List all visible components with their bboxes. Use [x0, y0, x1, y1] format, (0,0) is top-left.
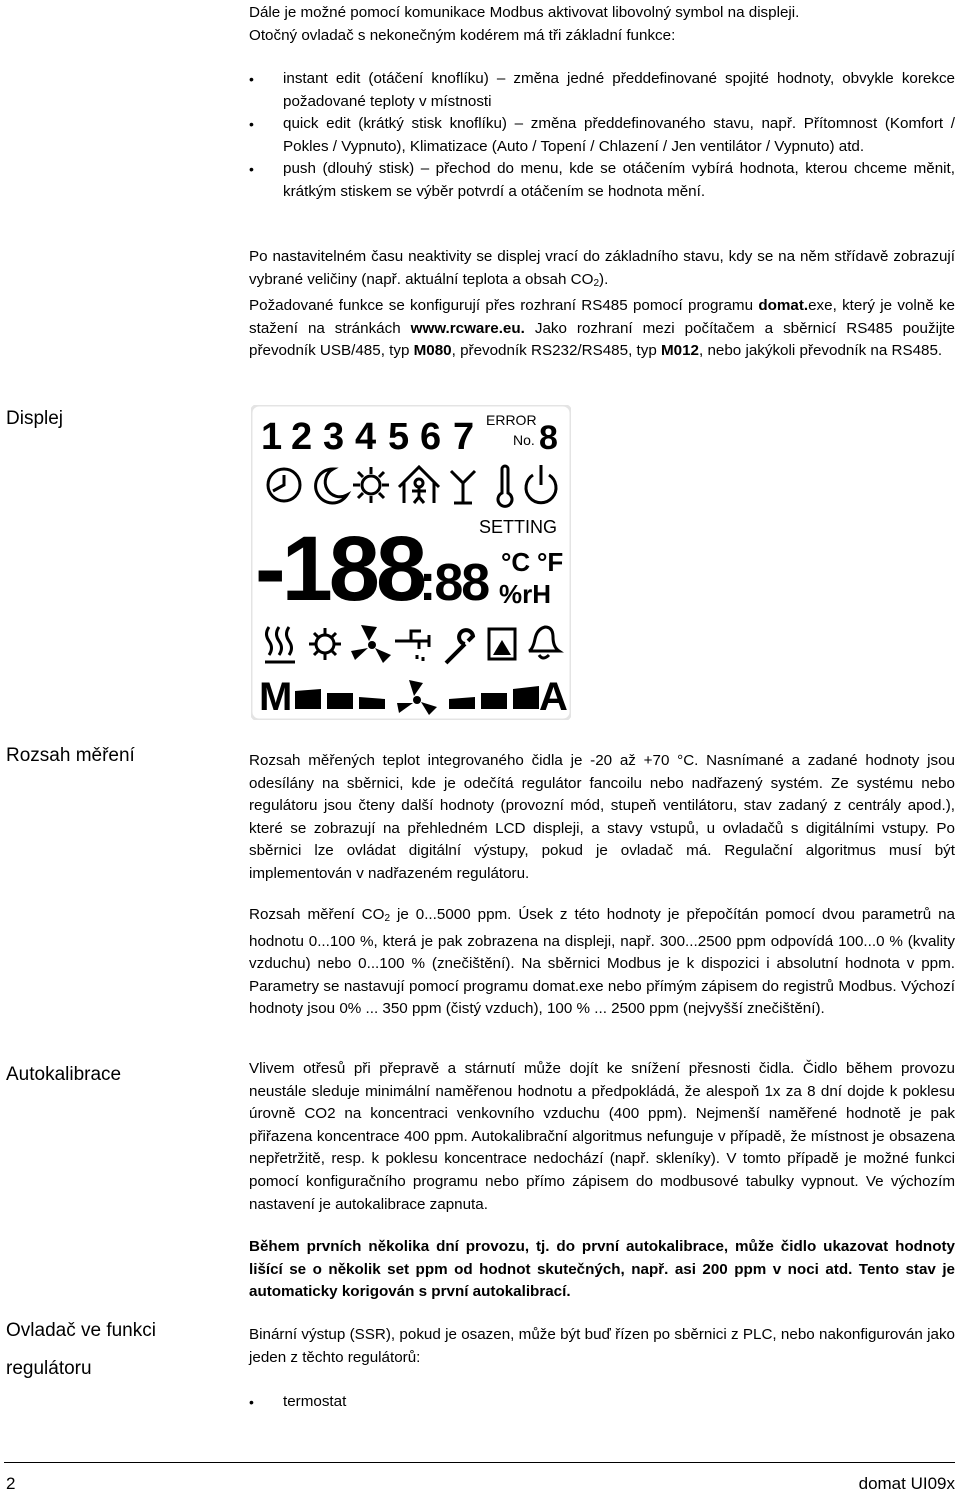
config-text-5: , nebo jakýkoli převodník na RS485.	[699, 342, 943, 360]
lcd-digit: 6	[420, 416, 442, 458]
lcd-rh: %rH	[499, 579, 552, 609]
fan-speed-bar	[481, 693, 507, 709]
section-heading-controller	[6, 1312, 156, 1388]
lcd-setting-label: SETTING	[479, 517, 558, 537]
config-text-2: exe, který je volně ke stažení na stránkách	[249, 297, 956, 337]
lcd-digit: 7	[453, 416, 475, 458]
lcd-error-digit: 8	[539, 419, 558, 457]
footer-divider	[4, 1462, 955, 1463]
lcd-display-diagram	[251, 405, 571, 720]
lcd-auto-label: A	[539, 675, 568, 719]
intro-line-1: Dále je možné pomocí komunikace Modbus aktivovat libovolný symbol na displeji.	[249, 4, 800, 21]
config-bold-m080: M080	[413, 342, 452, 360]
lcd-main-value: -188	[255, 518, 424, 620]
intro-text	[249, 2, 955, 47]
list-item: • instant edit (otáčení knoflíku) – změna jedné předdefinované spojité hodnoty, obvykle korekce požadované teploty v místnosti	[249, 68, 955, 113]
co2-subscript: 2	[384, 913, 391, 924]
fan-speed-bar	[359, 697, 385, 709]
autocal-note: Během prvních několika dní provozu, tj. do první autokalibrace, může čidlo ukazovat hodnoty lišící se o několik set ppm od hodnot skutečných, např. asi 200 ppm v noci atd. Tento stav je automaticky korigován s první autokalibrací.	[249, 1238, 955, 1301]
lcd-celsius: °C	[501, 547, 531, 577]
controller-paragraph: Binární výstup (SSR), pokud je osazen, může být buď řízen po sběrnici z PLC, nebo nakonfigurován jako jeden z těchto regulátorů:	[249, 1326, 955, 1366]
range-co2-paragraph	[249, 904, 955, 1021]
fan-speed-bar	[327, 693, 353, 709]
section-heading-range: Rozsah měření	[6, 745, 135, 766]
section-heading-display: Displej	[6, 408, 64, 429]
lcd-fahrenheit: °F	[537, 547, 564, 577]
inactivity-text: Po nastavitelném času neaktivity se displej vrací do základního stavu, kdy se na něm střídavě zobrazují vybrané veličiny (např. aktuální teplota a obsah CO	[249, 248, 955, 288]
fan-speed-bar	[513, 686, 539, 709]
controller-heading-line-2: regulátoru	[6, 1358, 92, 1379]
inactivity-paragraph	[249, 246, 955, 363]
autocal-paragraph: Vlivem otřesů při přepravě a stárnutí může dojít ke snížení přesnosti čidla. Čidlo během provozu neustále sleduje minimální naměřenou hodnotu a předpokládá, že alespoň 1x za 8 dní dojde k poklesu úrovně CO2 na koncentraci venkovního vzduchu (400 ppm). Nejmenší naměřené hodnotě je pak přiřazena koncentrace 400 ppm. Autokalibrační algoritmus nefunguje v případě, že místnost je obsazena nepřetržitě, resp. k poklesu koncentrace nedochází (např. skleníky). V tomto případě je možné funkci pomocí konfiguračního programu nebo přímo zápisem do modbusové tabulky vypnout. Ve výchozím nastavení je autokalibrace zapnuta.	[249, 1060, 955, 1213]
controller-list	[249, 1391, 955, 1414]
fan-speed-bar	[295, 689, 321, 709]
list-item: • push (dlouhý stisk) – přechod do menu, kde se otáčením vybírá hodnota, kterou chceme měnit, krátkým stiskem se výběr potvrdí a otáčením se hodnota mění.	[249, 158, 955, 203]
functions-list	[249, 68, 955, 204]
lcd-digit: 5	[388, 416, 410, 458]
intro-line-2: Otočný ovladač s nekonečným kodérem má tři základní funkce:	[249, 26, 676, 44]
page-number: 2	[6, 1474, 16, 1493]
config-text-3: Jako rozhraní mezi počítačem a sběrnicí RS485 použijte převodník USB/485, typ	[249, 319, 956, 360]
lcd-colon-digits: :88	[419, 554, 489, 612]
config-bold-program: domat.	[758, 297, 809, 315]
co2-range-text: Rozsah měření CO	[249, 906, 385, 923]
lcd-manual-label: M	[259, 675, 293, 719]
section-heading-autocalibration: Autokalibrace	[6, 1064, 122, 1085]
list-item: • quick edit (krátký stisk knoflíku) – změna předdefinovaného stavu, např. Přítomnost (Komfort / Pokles / Vypnuto), Klimatizace (Auto / Topení / Chlazení / Jen ventilátor / Vypnuto) atd.	[249, 113, 955, 158]
lcd-digit: 4	[355, 416, 377, 458]
config-link-rcware[interactable]: www.rcware.eu.	[410, 319, 525, 337]
lcd-digit: 2	[291, 416, 313, 458]
lcd-error-label: ERROR	[486, 412, 537, 428]
range-paragraph: Rozsah měřených teplot integrovaného čidla je -20 až +70 °C. Nasnímané a zadané hodnoty jsou odesílány na sběrnici, kde je odečítá regulátor fancoilu nebo nadřazený systém. Ze systému nebo regulátoru jsou čteny další hodnoty (provozní mód, stupeň ventilátoru, stav zadaný z centrály apod.), které se zobrazují na přehledném LCD displeji, a stavy vstupů, u ovladačů s digitálními vstupy. Po sběrnici lze ovládat digitální výstupy, pokud je ovladač má. Regulační algoritmus musí být implementován v nadřazeném regulátoru.	[249, 752, 955, 882]
inactivity-text-end: ).	[599, 270, 609, 288]
lcd-digit: 3	[323, 416, 345, 458]
page-footer	[6, 1474, 955, 1494]
lcd-digit: 1	[261, 416, 283, 458]
config-text-4: , převodník RS232/RS485, typ	[451, 342, 661, 360]
co2-subscript: 2	[593, 277, 600, 289]
config-text-1: Požadované funkce se konfigurují přes rozhraní RS485 pomocí programu	[249, 297, 759, 315]
list-item: • termostat	[249, 1391, 955, 1414]
lcd-no-label: No.	[513, 432, 535, 448]
fan-speed-bar	[449, 697, 475, 709]
controller-heading-line-1: Ovladač ve funkci	[6, 1320, 156, 1341]
product-name: domat UI09x	[858, 1474, 955, 1493]
co2-range-text-end: je 0...5000 ppm. Úsek z této hodnoty je přepočítán pomocí dvou parametrů na hodnotu 0...100 %, která je pak zobrazena na displeji, např. 300...2500 ppm odpovídá 100...0 % (kvality vzduchu) nebo 0...100 % (znečištění). Na sběrnici Modbus je k dispozici i absolutní hodnota v ppm. Parametry se nastavují pomocí programu domat.exe nebo přímým zápisem do registrů Modbus. Výchozí hodnoty jsou 0% ... 350 ppm (čistý vzduch), 100 % ... 2500 ppm (nejvyšší znečištění).	[249, 906, 955, 1018]
config-bold-m012: M012	[661, 342, 699, 360]
